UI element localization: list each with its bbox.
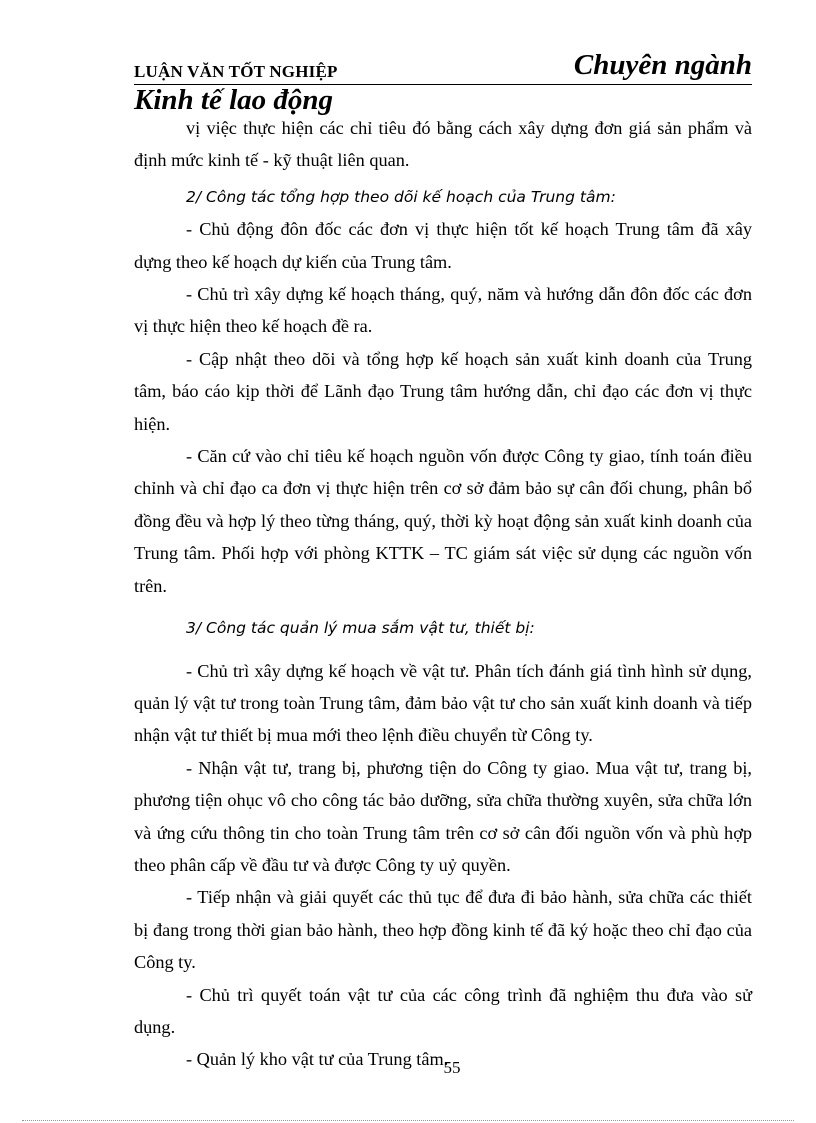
paragraph: - Chủ trì quyết toán vật tư của các công trình đã nghiệm thu đưa vào sử dụng.	[134, 984, 752, 1037]
paragraph: - Căn cứ vào chỉ tiêu kế hoạch nguồn vốn được Công ty giao, tính toán điều chỉnh và chỉ đạo ca đơn vị thực hiện trên cơ sở đảm bảo sự cân đối chung, phân bổ đồng đều và hợp lý theo từng tháng, quý, thời kỳ hoạt động sản xuất kinh doanh của Trung tâm. Phối hợp với phòng KTTK – TC giám sát việc sử dụng các nguồn vốn trên.	[134, 446, 752, 596]
paragraph: - Chủ trì xây dựng kế hoạch về vật tư. Phân tích đánh giá tình hình sử dụng, quản lý vật tư trong toàn Trung tâm, đảm bảo vật tư cho sản xuất kinh doanh và tiếp nhận vật tư thiết bị mua mới theo lệnh điều chuyển từ Công ty.	[134, 660, 752, 746]
page-number: 55	[443, 1058, 461, 1077]
header-major-name: Kinh tế lao động	[134, 84, 334, 116]
page-bottom-rule	[22, 1120, 794, 1121]
paragraph: - Chủ động đôn đốc các đơn vị thực hiện tốt kế hoạch Trung tâm đã xây dựng theo kế hoạch dự kiến của Trung tâm.	[134, 219, 752, 272]
header-thesis-label: LUẬN VĂN TỐT NGHIỆP	[134, 62, 338, 81]
header-major-label: Chuyên ngành	[573, 49, 752, 81]
paragraph: - Tiếp nhận và giải quyết các thủ tục để đưa đi bảo hành, sửa chữa các thiết bị đang trong thời gian bảo hành, theo hợp đồng kinh tế đã ký hoặc theo chỉ đạo của Công ty.	[134, 887, 752, 973]
paragraph-continued: vị việc thực hiện các chỉ tiêu đó bằng cách xây dựng đơn giá sản phẩm và định mức kinh tế - kỹ thuật liên quan.	[134, 118, 752, 171]
paragraph: - Chủ trì xây dựng kế hoạch tháng, quý, năm và hướng dẫn đôn đốc các đơn vị thực hiện theo kế hoạch đề ra.	[134, 284, 752, 337]
paragraph: - Quản lý kho vật tư của Trung tâm.	[186, 1049, 449, 1070]
paragraph: - Cập nhật theo dõi và tổng hợp kế hoạch sản xuất kinh doanh của Trung tâm, báo cáo kịp thời để Lãnh đạo Trung tâm hướng dẫn, chỉ đạo các đơn vị thực hiện.	[134, 348, 752, 434]
page-body	[134, 112, 752, 1076]
section-heading-2: 2/ Công tác tổng hợp theo dõi kế hoạch của Trung tâm:	[186, 187, 616, 206]
paragraph: - Nhận vật tư, trang bị, phương tiện do Công ty giao. Mua vật tư, trang bị, phương tiện ohục vô cho công tác bảo dưỡng, sửa chữa thường xuyên, sửa chữa lớn và ứng cứu thông tin cho toàn Trung tâm trên cơ sở cân đối nguồn vốn và phù hợp theo phân cấp về đầu tư và được Công ty uỷ quyền.	[134, 757, 752, 875]
section-heading-3: 3/ Công tác quản lý mua sắm vật tư, thiết bị:	[186, 619, 535, 638]
page-header	[134, 50, 752, 85]
